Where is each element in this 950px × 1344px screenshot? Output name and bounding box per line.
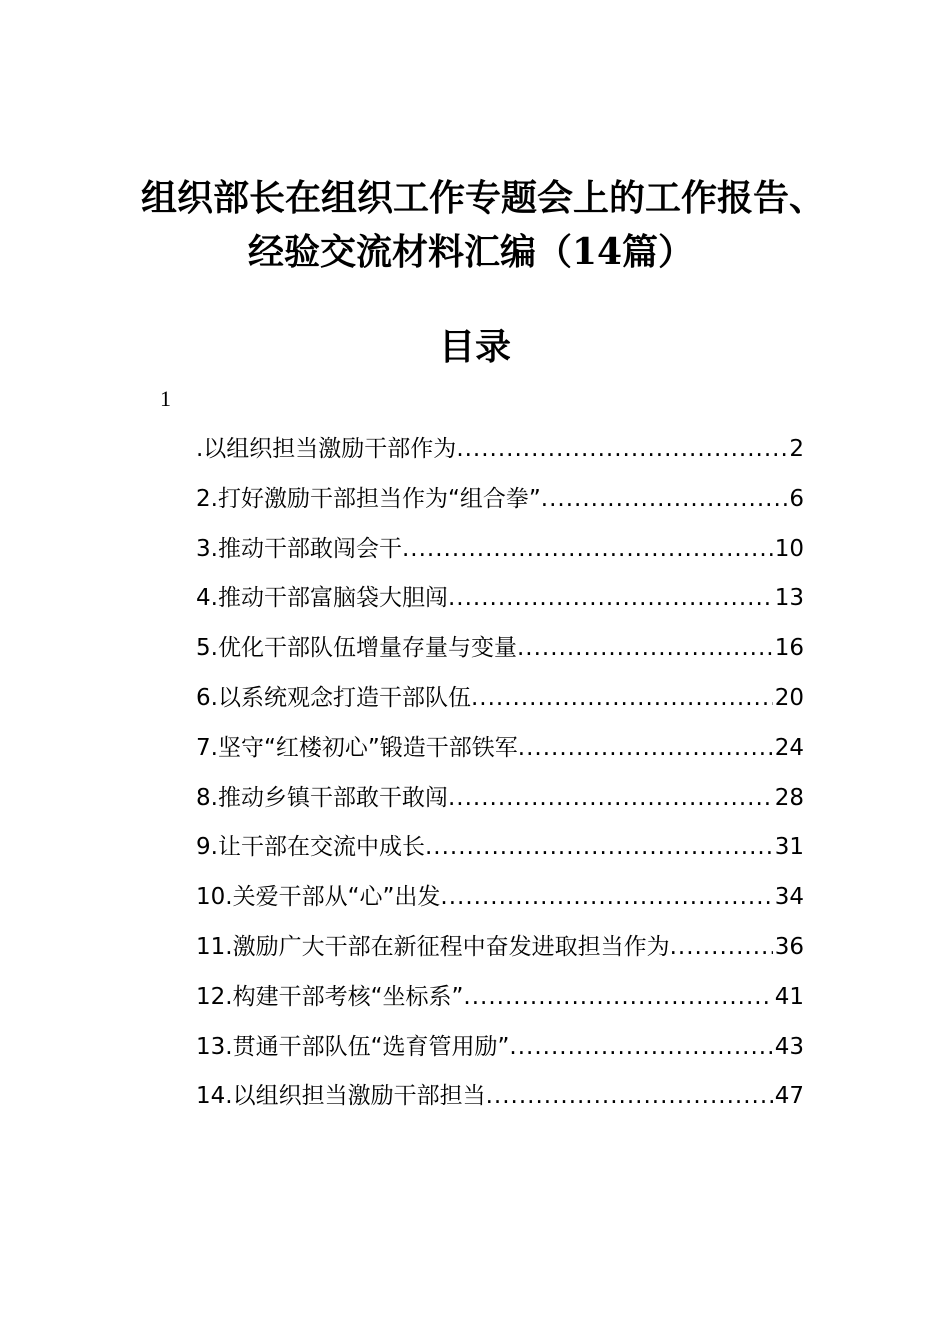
toc-entry-1[interactable] (196, 427, 804, 477)
toc-entry-label: 10.关爱干部从“心”出发 (196, 884, 441, 911)
toc-dot-leader (518, 726, 773, 770)
toc-entry-page: 10 (774, 535, 804, 562)
toc-entry-label: 4.推动干部富脑袋大胆闯 (196, 585, 448, 612)
toc-entry-label: 3.推动干部敢闯会干 (196, 535, 402, 562)
toc-entry-label: 14.以组织担当激励干部担当 (196, 1083, 486, 1110)
toc-entry-9[interactable] (196, 825, 804, 875)
toc-entry-label: 6.以系统观念打造干部队伍 (196, 684, 471, 711)
toc-entry-label: 11.激励广大干部在新征程中奋发进取担当作为 (196, 933, 670, 960)
toc-dot-leader (471, 676, 773, 720)
toc-entry-3[interactable] (196, 527, 804, 577)
toc-entry-11[interactable] (196, 925, 804, 975)
toc-dot-leader (486, 1074, 773, 1118)
document-title-line-1: 组织部长在组织工作专题会上的工作报告、 (140, 177, 825, 219)
page-marker: 1 (160, 386, 171, 411)
toc-dot-leader (670, 925, 773, 969)
toc-entry-5[interactable] (196, 626, 804, 676)
toc-entry-page: 2 (789, 436, 804, 462)
toc-entry-label: 13.贯通干部队伍“选育管用励” (196, 1033, 510, 1060)
toc-dot-leader (448, 576, 773, 620)
toc-entry-4[interactable] (196, 576, 804, 626)
toc-entry-label: 5.优化干部队伍增量存量与变量 (196, 635, 517, 662)
toc-entry-7[interactable] (196, 726, 804, 776)
toc-entry-page: 43 (774, 1033, 804, 1060)
toc-entry-13[interactable] (196, 1025, 804, 1075)
toc-dot-leader (402, 527, 773, 571)
toc-entry-label: 8.推动乡镇干部敢干敢闯 (196, 784, 448, 811)
toc-entry-page: 47 (774, 1083, 804, 1110)
toc-dot-leader (541, 477, 788, 521)
toc-entry-14[interactable] (196, 1074, 804, 1124)
toc-entry-10[interactable] (196, 875, 804, 925)
toc-dot-leader (463, 975, 772, 1019)
toc-heading: 目录 (438, 326, 511, 368)
toc-entry-page: 36 (774, 933, 804, 960)
toc-entry-page: 16 (774, 635, 804, 662)
toc-entry-page: 13 (774, 585, 804, 612)
table-of-contents (196, 427, 804, 1124)
toc-entry-label: 7.坚守“红楼初心”锻造干部铁军 (196, 734, 518, 761)
toc-dot-leader (425, 825, 773, 869)
toc-entry-page: 34 (774, 884, 804, 911)
toc-entry-12[interactable] (196, 975, 804, 1025)
toc-entry-6[interactable] (196, 676, 804, 726)
toc-entry-page: 28 (774, 784, 804, 811)
document-title-line-2: 经验交流材料汇编（14篇） (247, 231, 695, 273)
toc-entry-2[interactable] (196, 477, 804, 527)
toc-entry-label: 9.让干部在交流中成长 (196, 834, 425, 861)
toc-dot-leader (509, 1025, 772, 1069)
toc-dot-leader (456, 427, 787, 471)
toc-entry-page: 20 (774, 684, 804, 711)
toc-dot-leader (517, 626, 773, 670)
toc-entry-label: 12.构建干部考核“坐标系” (196, 983, 464, 1010)
toc-entry-page: 41 (774, 983, 804, 1010)
toc-entry-page: 24 (774, 734, 804, 761)
toc-entry-label: 2.打好激励干部担当作为“组合拳” (196, 485, 541, 512)
toc-dot-leader (440, 875, 772, 919)
toc-entry-page: 6 (789, 485, 804, 512)
toc-entry-label: .以组织担当激励干部作为 (196, 436, 457, 462)
toc-entry-page: 31 (774, 834, 804, 861)
toc-dot-leader (448, 776, 773, 820)
toc-entry-8[interactable] (196, 776, 804, 826)
